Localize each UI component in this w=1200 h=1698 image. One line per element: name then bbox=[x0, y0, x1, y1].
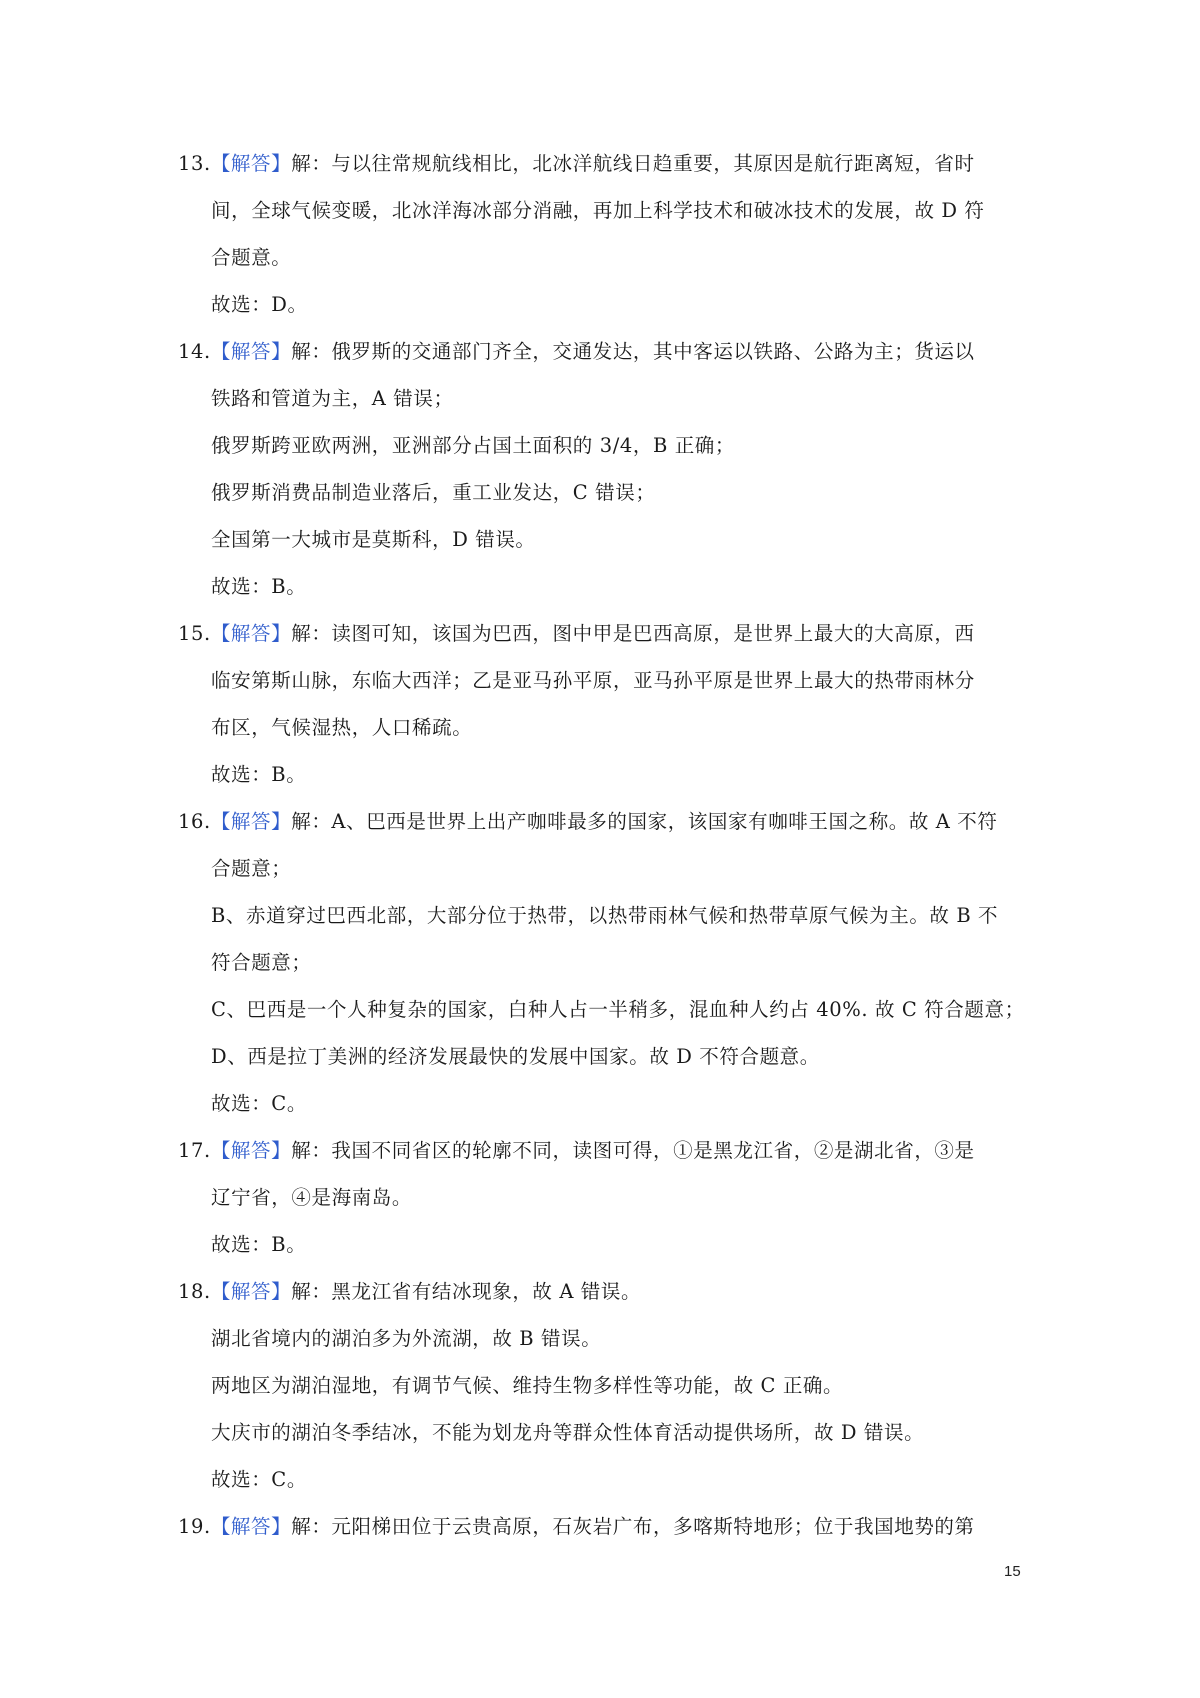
answer-tag: 【解答】 bbox=[210, 152, 292, 175]
answer-line bbox=[178, 234, 1028, 281]
answer-text: B、赤道穿过巴西北部，大部分位于热带，以热带雨林气候和热带草原气候为主。故 B 不 bbox=[211, 904, 999, 927]
question-number: 14. bbox=[178, 340, 211, 363]
answer-first-line bbox=[178, 1268, 1028, 1315]
answer-line bbox=[178, 1315, 1028, 1362]
answer-line bbox=[178, 1174, 1028, 1221]
answer-line bbox=[178, 375, 1028, 422]
answer-line bbox=[178, 657, 1028, 704]
answer-line bbox=[178, 986, 1028, 1033]
question-number: 18. bbox=[178, 1280, 211, 1303]
answer-text: 俄罗斯跨亚欧两洲，亚洲部分占国土面积的 3/4，B 正确； bbox=[211, 434, 736, 457]
answer-line bbox=[178, 469, 1028, 516]
answer-text: 全国第一大城市是莫斯科，D 错误。 bbox=[211, 528, 536, 551]
answer-text: D、西是拉丁美洲的经济发展最快的发展中国家。故 D 不符合题意。 bbox=[211, 1045, 820, 1068]
page-number: 15 bbox=[1004, 1563, 1021, 1580]
answer-line bbox=[178, 1221, 1028, 1268]
answer-text: 间，全球气候变暖，北冰洋海冰部分消融，再加上科学技术和破冰技术的发展，故 D 符 bbox=[211, 199, 985, 222]
answer-text: 俄罗斯消费品制造业落后，重工业发达，C 错误； bbox=[211, 481, 656, 504]
answer-text: 大庆市的湖泊冬季结冰，不能为划龙舟等群众性体育活动提供场所，故 D 错误。 bbox=[211, 1421, 925, 1444]
answer-line bbox=[178, 1409, 1028, 1456]
answer-tag: 【解答】 bbox=[210, 1515, 292, 1538]
answer-line bbox=[178, 1080, 1028, 1127]
answer-text: 故选：C。 bbox=[211, 1092, 307, 1115]
answer-text: 故选：B。 bbox=[211, 1233, 307, 1256]
answer-line bbox=[178, 516, 1028, 563]
question-number: 15. bbox=[178, 622, 211, 645]
answer-first-line bbox=[178, 798, 1028, 845]
answer-line bbox=[178, 563, 1028, 610]
answer-text: 解：我国不同省区的轮廓不同，读图可得，①是黑龙江省，②是湖北省，③是 bbox=[291, 1139, 975, 1162]
answer-text: 解：读图可知，该国为巴西，图中甲是巴西高原，是世界上最大的大高原，西 bbox=[291, 622, 975, 645]
answer-item bbox=[178, 1503, 1028, 1550]
answer-tag: 【解答】 bbox=[210, 1139, 292, 1162]
answer-text: 符合题意； bbox=[211, 951, 312, 974]
answer-text: 辽宁省，④是海南岛。 bbox=[211, 1186, 413, 1209]
answer-text: 铁路和管道为主，A 错误； bbox=[211, 387, 454, 410]
question-number: 19. bbox=[178, 1515, 211, 1538]
answer-text: 湖北省境内的湖泊多为外流湖，故 B 错误。 bbox=[211, 1327, 602, 1350]
answer-item bbox=[178, 1127, 1028, 1268]
answer-text: 解：俄罗斯的交通部门齐全，交通发达，其中客运以铁路、公路为主；货运以 bbox=[291, 340, 975, 363]
question-number: 13. bbox=[178, 152, 211, 175]
answer-text: 故选：B。 bbox=[211, 575, 307, 598]
question-number: 16. bbox=[178, 810, 211, 833]
answer-line bbox=[178, 892, 1028, 939]
answer-text: 合题意。 bbox=[211, 246, 292, 269]
answer-line bbox=[178, 1456, 1028, 1503]
answer-text: 解：与以往常规航线相比，北冰洋航线日趋重要，其原因是航行距离短，省时 bbox=[291, 152, 975, 175]
answer-first-line bbox=[178, 140, 1028, 187]
answer-line bbox=[178, 281, 1028, 328]
answer-text: 解：黑龙江省有结冰现象，故 A 错误。 bbox=[291, 1280, 642, 1303]
answer-text: 解：元阳梯田位于云贵高原，石灰岩广布，多喀斯特地形；位于我国地势的第 bbox=[291, 1515, 975, 1538]
answer-line bbox=[178, 939, 1028, 986]
answer-line bbox=[178, 422, 1028, 469]
answer-line bbox=[178, 187, 1028, 234]
answer-text: 两地区为湖泊湿地，有调节气候、维持生物多样性等功能，故 C 正确。 bbox=[211, 1374, 844, 1397]
answer-line bbox=[178, 1033, 1028, 1080]
question-number: 17. bbox=[178, 1139, 211, 1162]
answer-tag: 【解答】 bbox=[210, 1280, 292, 1303]
answer-text: 解：A、巴西是世界上出产咖啡最多的国家，该国家有咖啡王国之称。故 A 不符 bbox=[291, 810, 998, 833]
answer-first-line bbox=[178, 328, 1028, 375]
answer-tag: 【解答】 bbox=[210, 622, 292, 645]
answer-line bbox=[178, 704, 1028, 751]
answer-item bbox=[178, 610, 1028, 798]
answer-text: 故选：D。 bbox=[211, 293, 308, 316]
answer-line bbox=[178, 845, 1028, 892]
answer-text: C、巴西是一个人种复杂的国家，白种人占一半稍多，混血种人约占 40%. 故 C 符合题意； bbox=[211, 998, 1025, 1021]
answer-first-line bbox=[178, 1503, 1028, 1550]
answer-text: 故选：B。 bbox=[211, 763, 307, 786]
answer-text: 临安第斯山脉，东临大西洋；乙是亚马孙平原，亚马孙平原是世界上最大的热带雨林分 bbox=[211, 669, 975, 692]
answer-line bbox=[178, 1362, 1028, 1409]
answer-first-line bbox=[178, 610, 1028, 657]
answer-item bbox=[178, 1268, 1028, 1503]
answer-tag: 【解答】 bbox=[210, 340, 292, 363]
answer-first-line bbox=[178, 1127, 1028, 1174]
answer-item bbox=[178, 328, 1028, 610]
answer-text: 合题意； bbox=[211, 857, 292, 880]
answer-tag: 【解答】 bbox=[210, 810, 292, 833]
answer-text: 布区，气候湿热，人口稀疏。 bbox=[211, 716, 473, 739]
answer-list bbox=[178, 140, 1028, 1550]
answer-item bbox=[178, 140, 1028, 328]
answer-text: 故选：C。 bbox=[211, 1468, 307, 1491]
answer-line bbox=[178, 751, 1028, 798]
answer-item bbox=[178, 798, 1028, 1127]
